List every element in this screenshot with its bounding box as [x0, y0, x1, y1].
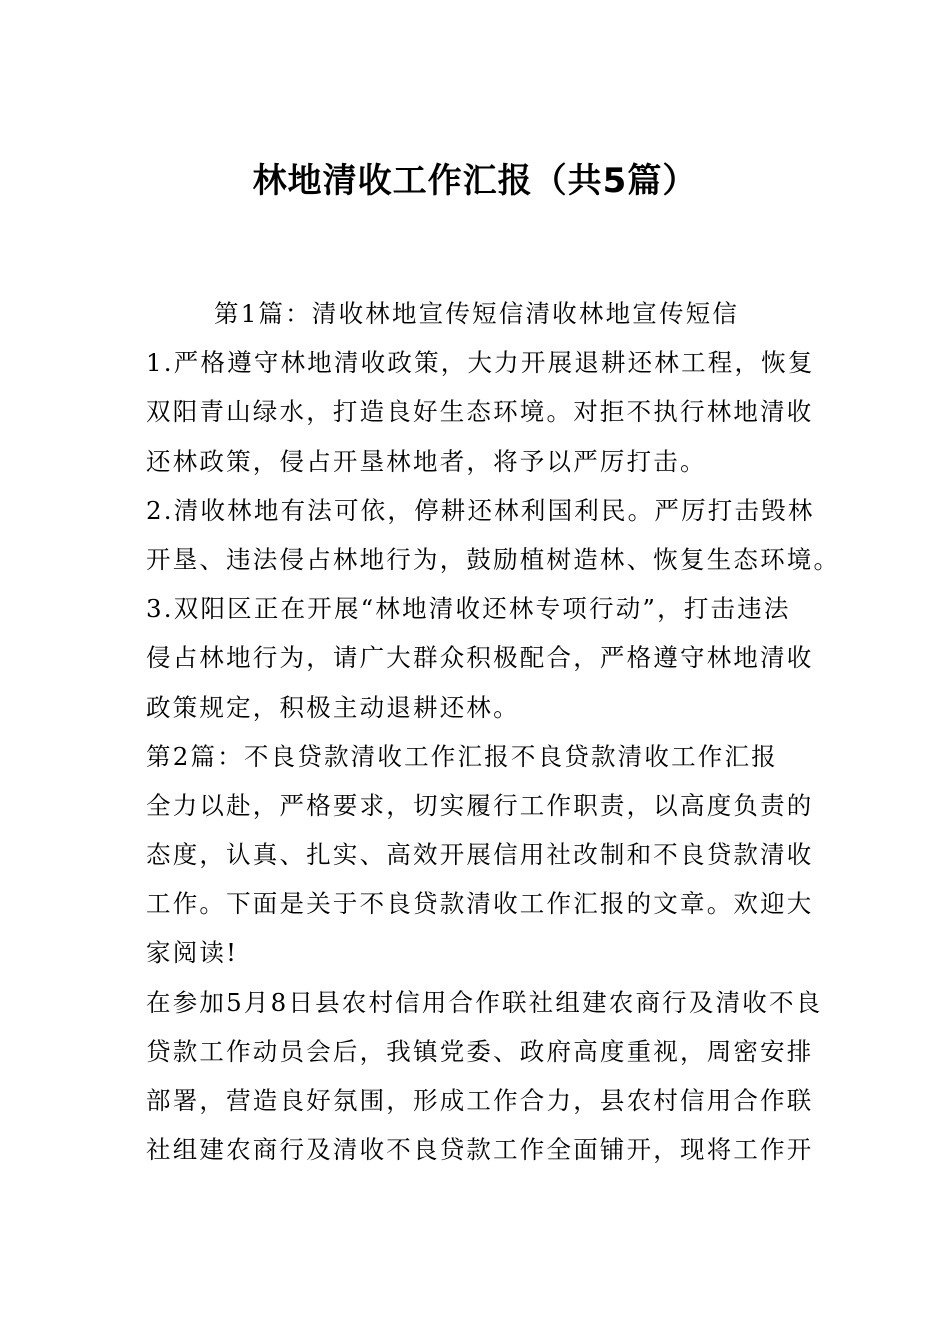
paragraph-line: 全力以赴，严格要求，切实履行工作职责，以高度负责的 — [146, 790, 814, 820]
paragraph-line: 2.清收林地有法可依，停耕还林利国利民。严厉打击毁林 — [146, 495, 815, 525]
paragraph-line: 部署，营造良好氛围，形成工作合力，县农村信用合作联 — [146, 1086, 814, 1115]
paragraph-line: 3.双阳区正在开展“林地清收还林专项行动”，打击违法 — [146, 594, 791, 624]
paragraph-line: 还林政策，侵占开垦林地者，将予以严厉打击。 — [146, 446, 707, 476]
paragraph-line: 开垦、违法侵占林地行为，鼓励植树造林、恢复生态环境。 — [146, 544, 841, 574]
paragraph-line: 双阳青山绿水，打造良好生态环境。对拒不执行林地清收 — [146, 397, 814, 427]
section-heading-2: 第2篇：不良贷款清收工作汇报不良贷款清收工作汇报 — [146, 741, 778, 771]
paragraph-line: 态度，认真、扎实、高效开展信用社改制和不良贷款清收 — [146, 840, 814, 870]
paragraph-line: 在参加5月8日县农村信用合作联社组建农商行及清收不良 — [146, 987, 823, 1017]
section-heading-1: 第1篇：清收林地宣传短信清收林地宣传短信 — [214, 299, 740, 328]
paragraph-line: 社组建农商行及清收不良贷款工作全面铺开，现将工作开 — [146, 1135, 814, 1165]
paragraph-line: 侵占林地行为，请广大群众积极配合，严格遵守林地清收 — [146, 643, 814, 673]
paragraph-line: 政策规定，积极主动退耕还林。 — [146, 692, 520, 722]
paragraph-line: 贷款工作动员会后，我镇党委、政府高度重视，周密安排 — [146, 1036, 814, 1066]
paragraph-line: 工作。下面是关于不良贷款清收工作汇报的文章。欢迎大 — [146, 889, 814, 919]
paragraph-line: 家阅读! — [146, 938, 239, 968]
document-body — [146, 289, 841, 1174]
paragraph-line: 1.严格遵守林地清收政策，大力开展退耕还林工程，恢复 — [146, 348, 815, 378]
document-title: 林地清收工作汇报（共5篇） — [252, 161, 698, 201]
